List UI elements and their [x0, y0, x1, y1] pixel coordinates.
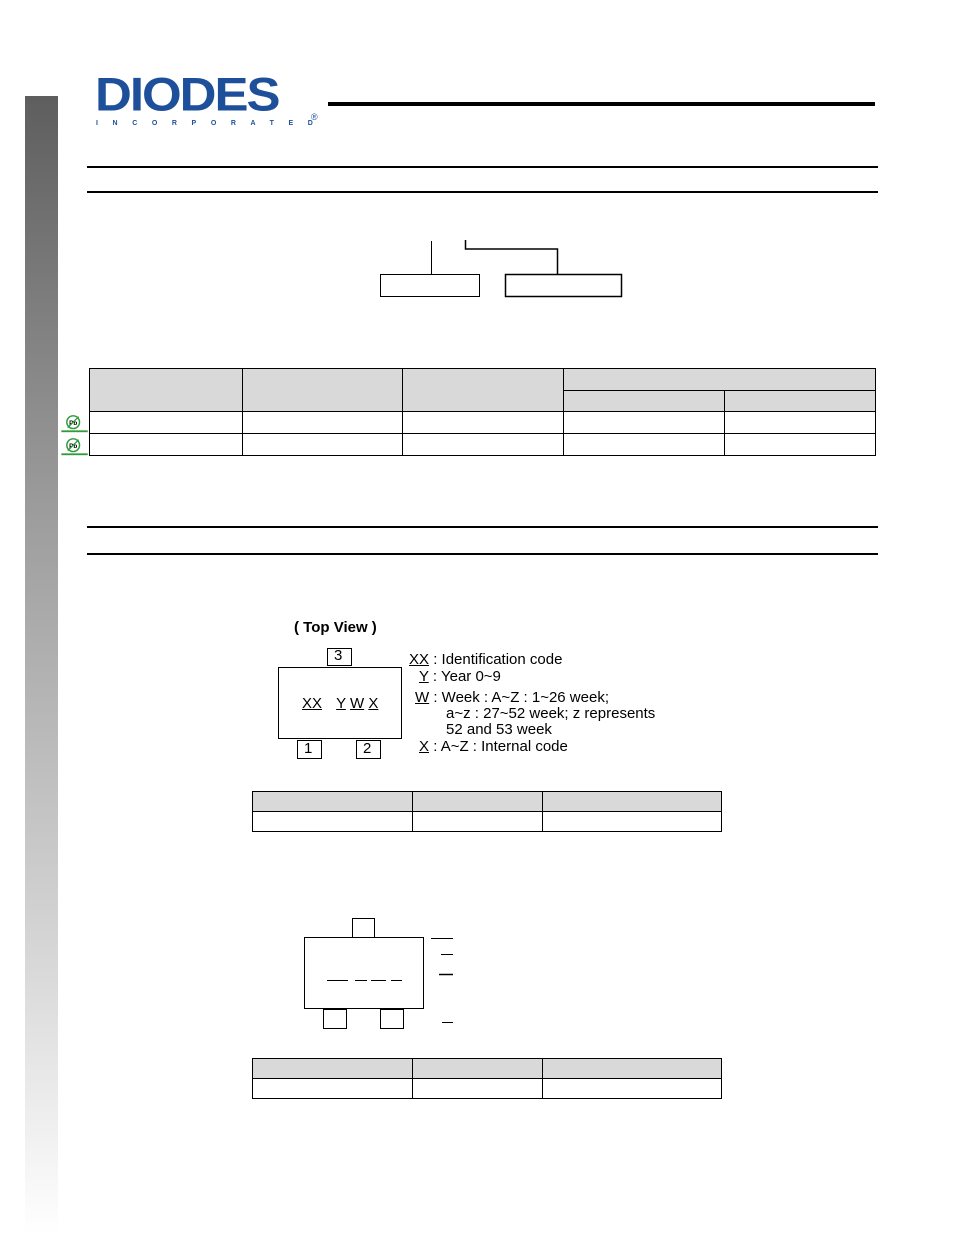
table-row — [90, 412, 876, 434]
package-diagram — [295, 910, 465, 1035]
legend-item: X : A~Z : Internal code — [419, 738, 568, 755]
legend-item: a~z : 27~52 week; z represents — [446, 705, 656, 722]
ordering-header-cell — [243, 369, 403, 412]
marking-code — [302, 696, 378, 712]
lead-free-icon — [60, 414, 90, 434]
section-rule-top — [87, 526, 878, 528]
marking-table — [252, 791, 722, 832]
marking-code-year: Y — [336, 695, 346, 712]
marking-code-internal: X — [368, 695, 379, 712]
side-bar — [25, 96, 58, 1235]
table-row — [253, 812, 722, 832]
legend-item: Y : Year 0~9 — [419, 668, 501, 685]
marking-code-id: XX — [302, 695, 323, 712]
brand-logo: DIODES — [95, 68, 279, 121]
brand-subtitle: INCORPORATED — [96, 120, 328, 127]
header-rule — [328, 102, 875, 106]
ordering-subheader-cell — [725, 391, 876, 412]
pin-label-3: 3 — [334, 647, 343, 664]
ordering-header-cell — [403, 369, 564, 412]
section-rule-top — [87, 166, 878, 168]
marking-table — [252, 1058, 722, 1099]
section-rule-bottom — [87, 553, 878, 555]
svg-text:Pb: Pb — [69, 419, 78, 427]
svg-text:Pb: Pb — [69, 442, 78, 450]
table-row — [253, 1079, 722, 1099]
table-row — [90, 434, 876, 456]
legend-item: W : Week : A~Z : 1~26 week; — [415, 689, 609, 706]
top-view-label: ( Top View ) — [294, 619, 377, 636]
part-number-diagram — [370, 235, 640, 305]
ordering-header-cell — [90, 369, 243, 412]
marking-code-week: W — [350, 695, 365, 712]
section-rule-bottom — [87, 191, 878, 193]
ordering-subheader-cell — [564, 391, 725, 412]
lead-free-icon — [60, 437, 90, 457]
registered-mark: ® — [311, 112, 318, 122]
legend-item: XX : Identification code — [409, 651, 563, 668]
pin-label-2: 2 — [363, 740, 372, 757]
ordering-table — [89, 368, 876, 456]
pin-label-1: 1 — [304, 740, 313, 757]
ordering-header-group — [564, 369, 876, 391]
legend-item: 52 and 53 week — [446, 721, 552, 738]
